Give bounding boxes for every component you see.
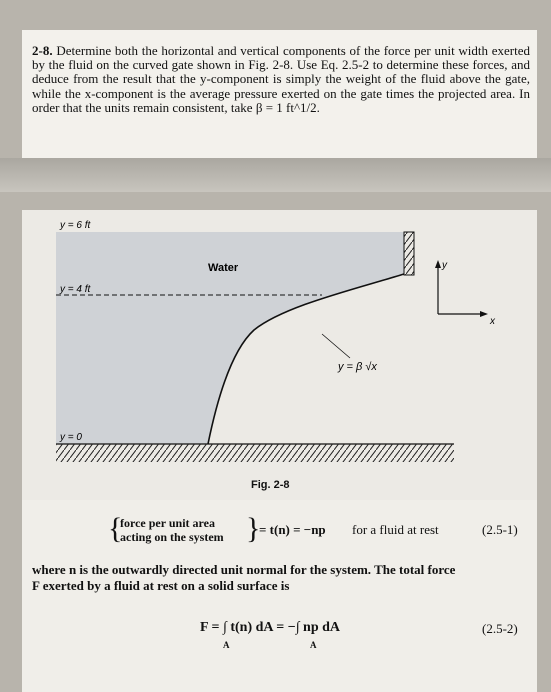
label-water: Water xyxy=(208,262,239,274)
label-y0: y = 0 xyxy=(60,432,82,443)
equations-panel xyxy=(22,500,537,692)
eq1-number: (2.5-1) xyxy=(482,522,518,537)
page-edge-shadow xyxy=(0,158,551,192)
gate-figure xyxy=(22,210,537,500)
eq1-condition: for a fluid at rest xyxy=(352,522,439,537)
problem-panel xyxy=(22,30,537,158)
axis-x-label: x xyxy=(490,316,495,327)
axis-y-label: y xyxy=(442,260,447,271)
label-curve: y = β √x xyxy=(338,361,377,373)
eq1-brace-top: force per unit area xyxy=(120,516,215,530)
eq1-brace-bottom: acting on the system xyxy=(120,530,224,544)
problem-text-block xyxy=(32,44,530,115)
problem-number: 2-8. xyxy=(32,43,53,58)
body-text-line1: where n is the outwardly directed unit normal for the system. The total force xyxy=(32,562,456,577)
figure-panel xyxy=(22,210,537,500)
problem-statement: Determine both the horizontal and vertical components of the force per unit width exerted by the fluid on the curved gate shown in Fig. 2-8. Use Eq. 2.5-2 to determine these forces, and deduce from the result that the y-component is simply the weight of the fluid above the gate, while the x-component is the average pressure exerted on the gate times the projected area. In order that the units remain consistent, take β = 1 ft^1/2. xyxy=(32,43,530,115)
figure-caption: Fig. 2-8 xyxy=(251,479,290,491)
eq2-expression: F = ∫ t(n) dA = −∫ np dA xyxy=(200,620,340,635)
curve-label-leader xyxy=(322,334,350,358)
eq2-number: (2.5-2) xyxy=(482,621,518,636)
label-y6: y = 6 ft xyxy=(60,220,91,231)
x-axis-arrow xyxy=(480,311,488,317)
gate-wall xyxy=(404,232,414,275)
body-text-line2: F exerted by a fluid at rest on a solid surface is xyxy=(32,578,290,593)
right-brace: } xyxy=(246,512,261,545)
ground-hatch xyxy=(56,444,454,462)
eq2-sub-left: A xyxy=(223,640,230,650)
eq1-rhs: = t(n) = −np xyxy=(259,522,326,537)
y-axis-arrow xyxy=(435,260,441,268)
eq2-sub-right: A xyxy=(310,640,317,650)
left-brace: { xyxy=(108,512,123,545)
label-y4: y = 4 ft xyxy=(60,284,91,295)
